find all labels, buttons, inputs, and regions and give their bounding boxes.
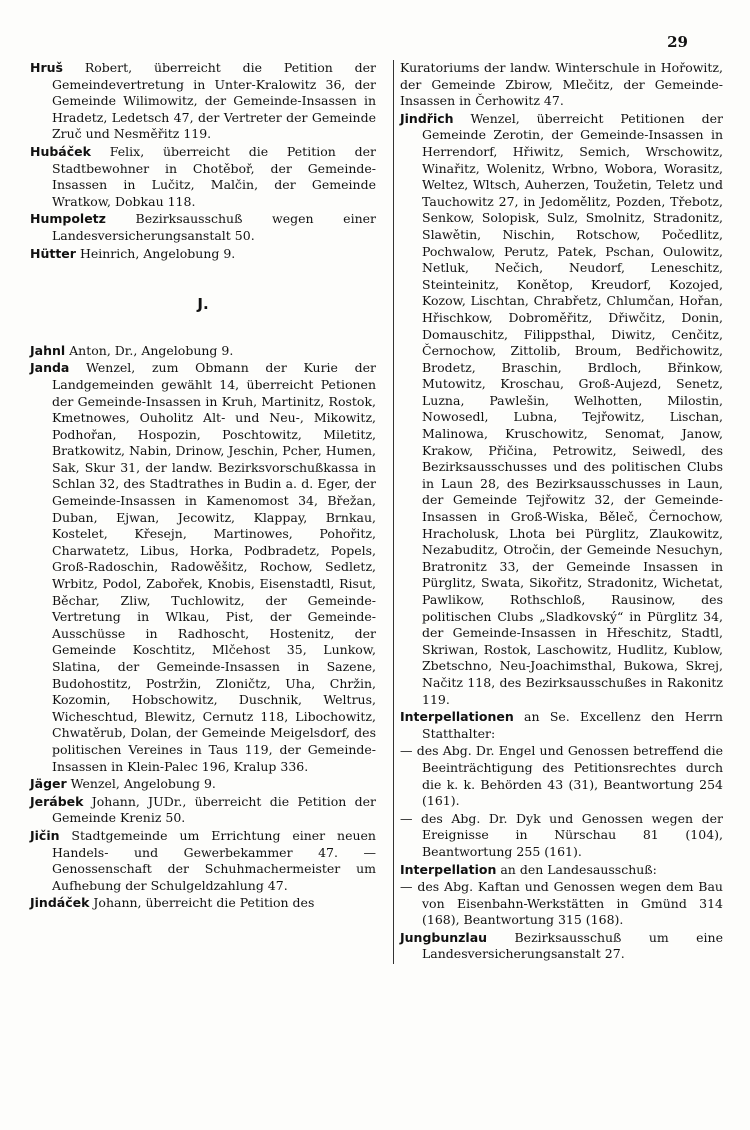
entry-text: an den Landesausschuß: [500,861,657,877]
sub-item: — des Abg. Dr. Engel und Genossen betreffend die Beeinträchtigung des Petitionsrechtes durch die k. k. Behörden 43 (31), Beantwortung 254 (161). [400,743,723,809]
entry-text: Wenzel, zum Obmann der Kurie der Landgemeinden gewählt 14, überreicht Petionen der Gemeinde-Insassen in Kruh, Martinitz, Rostok, Kmetnowes, Ouholitz Alt- und Neu-, Mikowitz, Podhořan, Hospozin, Poschtowitz, Miletitz, Bratkowitz, Nabin, Drinow, Jeschin, Pcher, Humen, Sak, Skur 31, der landw. Bezirksvorschußkassa in Schlan 32, des Stadtrathes in Budin a. d. Eger, der Gemeinde-Insassen in Kamenomost 34, Břežan, Duban, Ejwan, Jecowitz, Klappay, Brnkau, Kostelet, Křesejn, Martinowes, Pohořitz, Charwatetz, Libus, Horka, Podbradetz, Popels, Groß-Radoschin, Radowěšitz, Rochow, Sedletz, Wrbitz, Podol, Zabořek, Knobis, Eisenstadtl, Risut, Běchar, Zliw, Tuchlowitz, der Gemeinde-Vertretung in Wlkau, Pist, der Gemeinde-Ausschüsse in Radhoscht, Hostenitz, der Gemeinde Koschtitz, Mlčehost 35, Lunkow, Slatina, der Gemeinde-Insassen in Sazene, Budohostitz, Postržin, Zloničtz, Uha, Chržin, Kozomin, Hobschowitz, Duschnik, Weltrus, Wicheschtud, Blewitz, Cernutz 118, Libochowitz, Chwatěrub, Dolan, der Gemeinde Meigelsdorf, des politischen Vereines in Taus 119, der Gemeinde-Insassen in Klein-Palec 196, Kralup 336. [52,360,376,774]
index-entry [30,794,376,827]
entry-headword: Hubáček [30,143,91,159]
section-letter: J. [197,295,209,314]
entry-text: Johann, überreicht die Petition des [93,895,315,911]
entry-text: Heinrich, Angelobung 9. [79,245,236,261]
entry-text: Johann, JUDr., überreicht die Petition der Gemeinde Kreniz 50. [52,793,376,826]
entry-headword: Jindáček [30,895,90,911]
index-entry [400,111,723,708]
entry-text: an Se. Excellenz den Herrn Statthalter: [422,709,723,741]
entry-headword: Jahnl [30,342,66,358]
entry-headword: Humpoletz [30,211,106,227]
entry-text: Stadtgemeinde um Errichtung einer neuen Handels- und Gewerbekammer 47. — Genossenschaft der Schuhmachermeister um Aufhebung der Schulgeldzahlung 47. [52,827,376,893]
index-entry [30,144,376,210]
index-entry [30,246,376,263]
entry-headword: Interpellationen [400,709,514,725]
entry-headword: Jindřich [400,110,454,126]
sub-item: — des Abg. Dr. Dyk und Genossen wegen der Ereignisse in Nürschau 81 (104), Beantwortung 255 (161). [400,810,723,859]
index-entry [400,862,723,879]
entry-text: Felix, überreicht die Petition der Stadtbewohner in Chotěboř, der Gemeinde-Insassen in Lučitz, Malčin, der Gemeinde Wratkow, Dobkau 118. [52,143,376,209]
index-entry [30,360,376,775]
entry-text: Bezirksausschuß wegen einer Landesversicherungsanstalt 50. [52,211,376,243]
entry-headword: Jerábek [30,793,84,809]
sub-item: — des Abg. Kaftan und Genossen wegen dem Bau von Eisenbahn-Werkstätten in Gmünd 314 (168), Beantwortung 315 (168). [400,879,723,928]
entry-headword: Hruš [30,60,63,75]
entry-headword: Hütter [30,245,76,261]
entry-headword: Jäger [30,776,67,792]
index-entry [30,211,376,244]
index-entry [30,828,376,894]
entry-headword: Jungbunzlau [400,929,488,945]
index-entry [30,343,376,360]
continued-text: Kuratoriums der landw. Winterschule in Hořowitz, der Gemeinde Zbirow, Mlečitz, der Gemeinde-Insassen in Čerhowitz 47. [400,60,723,109]
index-entry [400,930,723,963]
entry-text: Wenzel, überreicht Petitionen der Gemeinde Zerotin, der Gemeinde-Insassen in Herrendorf, Hřiwitz, Semich, Wrschowitz, Winařitz, Wolenitz, Wrbno, Wobora, Worasitz, Weltez, Wltsch, Auherzen, Toužetin, Teletz und Tauchowitz 27, in Jedomělitz, Pozden, Třebotz, Senkow, Solopisk, Sulz, Smolnitz, Stradonitz, Slawětin, Nischin, Rotschow, Počedlitz, Pochwalow, Perutz, Patek, Pschan, Oulowitz, Netluk, Nečich, Neudorf, Leneschitz, Steinteinitz, Konětop, Kreudorf, Kozojed, Kozow, Lischtan, Chrabřetz, Chlumčan, Hořan, Hřischkow, Dobroměřitz, Dřiwčitz, Donin, Domauschitz, Filippsthal, Diwitz, Cenčitz, Černochow, Zittolib, Broum, Bedřichowitz, Brodetz, Braschin, Brdloch, Břinkow, Mutowitz, Kroschau, Groß-Aujezd, Senetz, Luzna, Pawlešin, Welhotten, Milostin, Nowosedl, Lubna, Tejřowitz, Lischan, Malinowa, Kruschowitz, Senomat, Janow, Krakow, Přičina, Petrowitz, Seiwedl, des Bezirksausschusses und des politischen Clubs in Laun 28, des Bezirksausschusses in Laun, der Gemeinde Tejřowitz 32, der Gemeinde-Insassen in Groß-Wiska, Běleč, Černochow, Hracholusk, Lhota bei Pürglitz, Zlaukowitz, Nezabuditz, Otročin, der Gemeinde Nesuchyn, Bratronitz 33, der Gemeinde Insassen in Pürglitz, Swata, Sikořitz, Stradonitz, Wichetat, Pawlikow, Rothschloß, Rausinow, des politischen Clubs „Sladkovský“ in Pürglitz 34, der Gemeinde-Insassen in Hřeschitz, Stadtl, Skriwan, Rostok, Laschowitz, Hudlitz, Kublow, Zbetschno, Neu-Joachimsthal, Bukowa, Skrej, Načitz 118, des Bezirksausschußes in Rakonitz 119. [422,110,723,707]
index-entry [400,709,723,742]
entry-text: Wenzel, Angelobung 9. [70,776,216,792]
entry-headword: Janda [30,360,70,376]
index-entry [30,60,376,143]
entry-text: Bezirksausschuß um eine Landesversicherungsanstalt 27. [422,929,723,962]
index-entry [30,895,376,912]
entry-text: Robert, überreicht die Petition der Gemeindevertretung in Unter-Kralowitz 36, der Gemeinde Wilimowitz, der Gemeinde-Insassen in Hradetz, Ledetsch 47, der Vertreter der Gemeinde Zruč und Nesměřitz 119. [52,60,376,142]
right-column [393,60,723,964]
index-entry [30,776,376,793]
entry-text: Anton, Dr., Angelobung 9. [69,342,234,358]
entry-headword: Jičin [30,827,60,843]
entry-headword: Interpellation [400,861,497,877]
page-number: 29 [667,33,688,51]
left-column [30,60,376,913]
